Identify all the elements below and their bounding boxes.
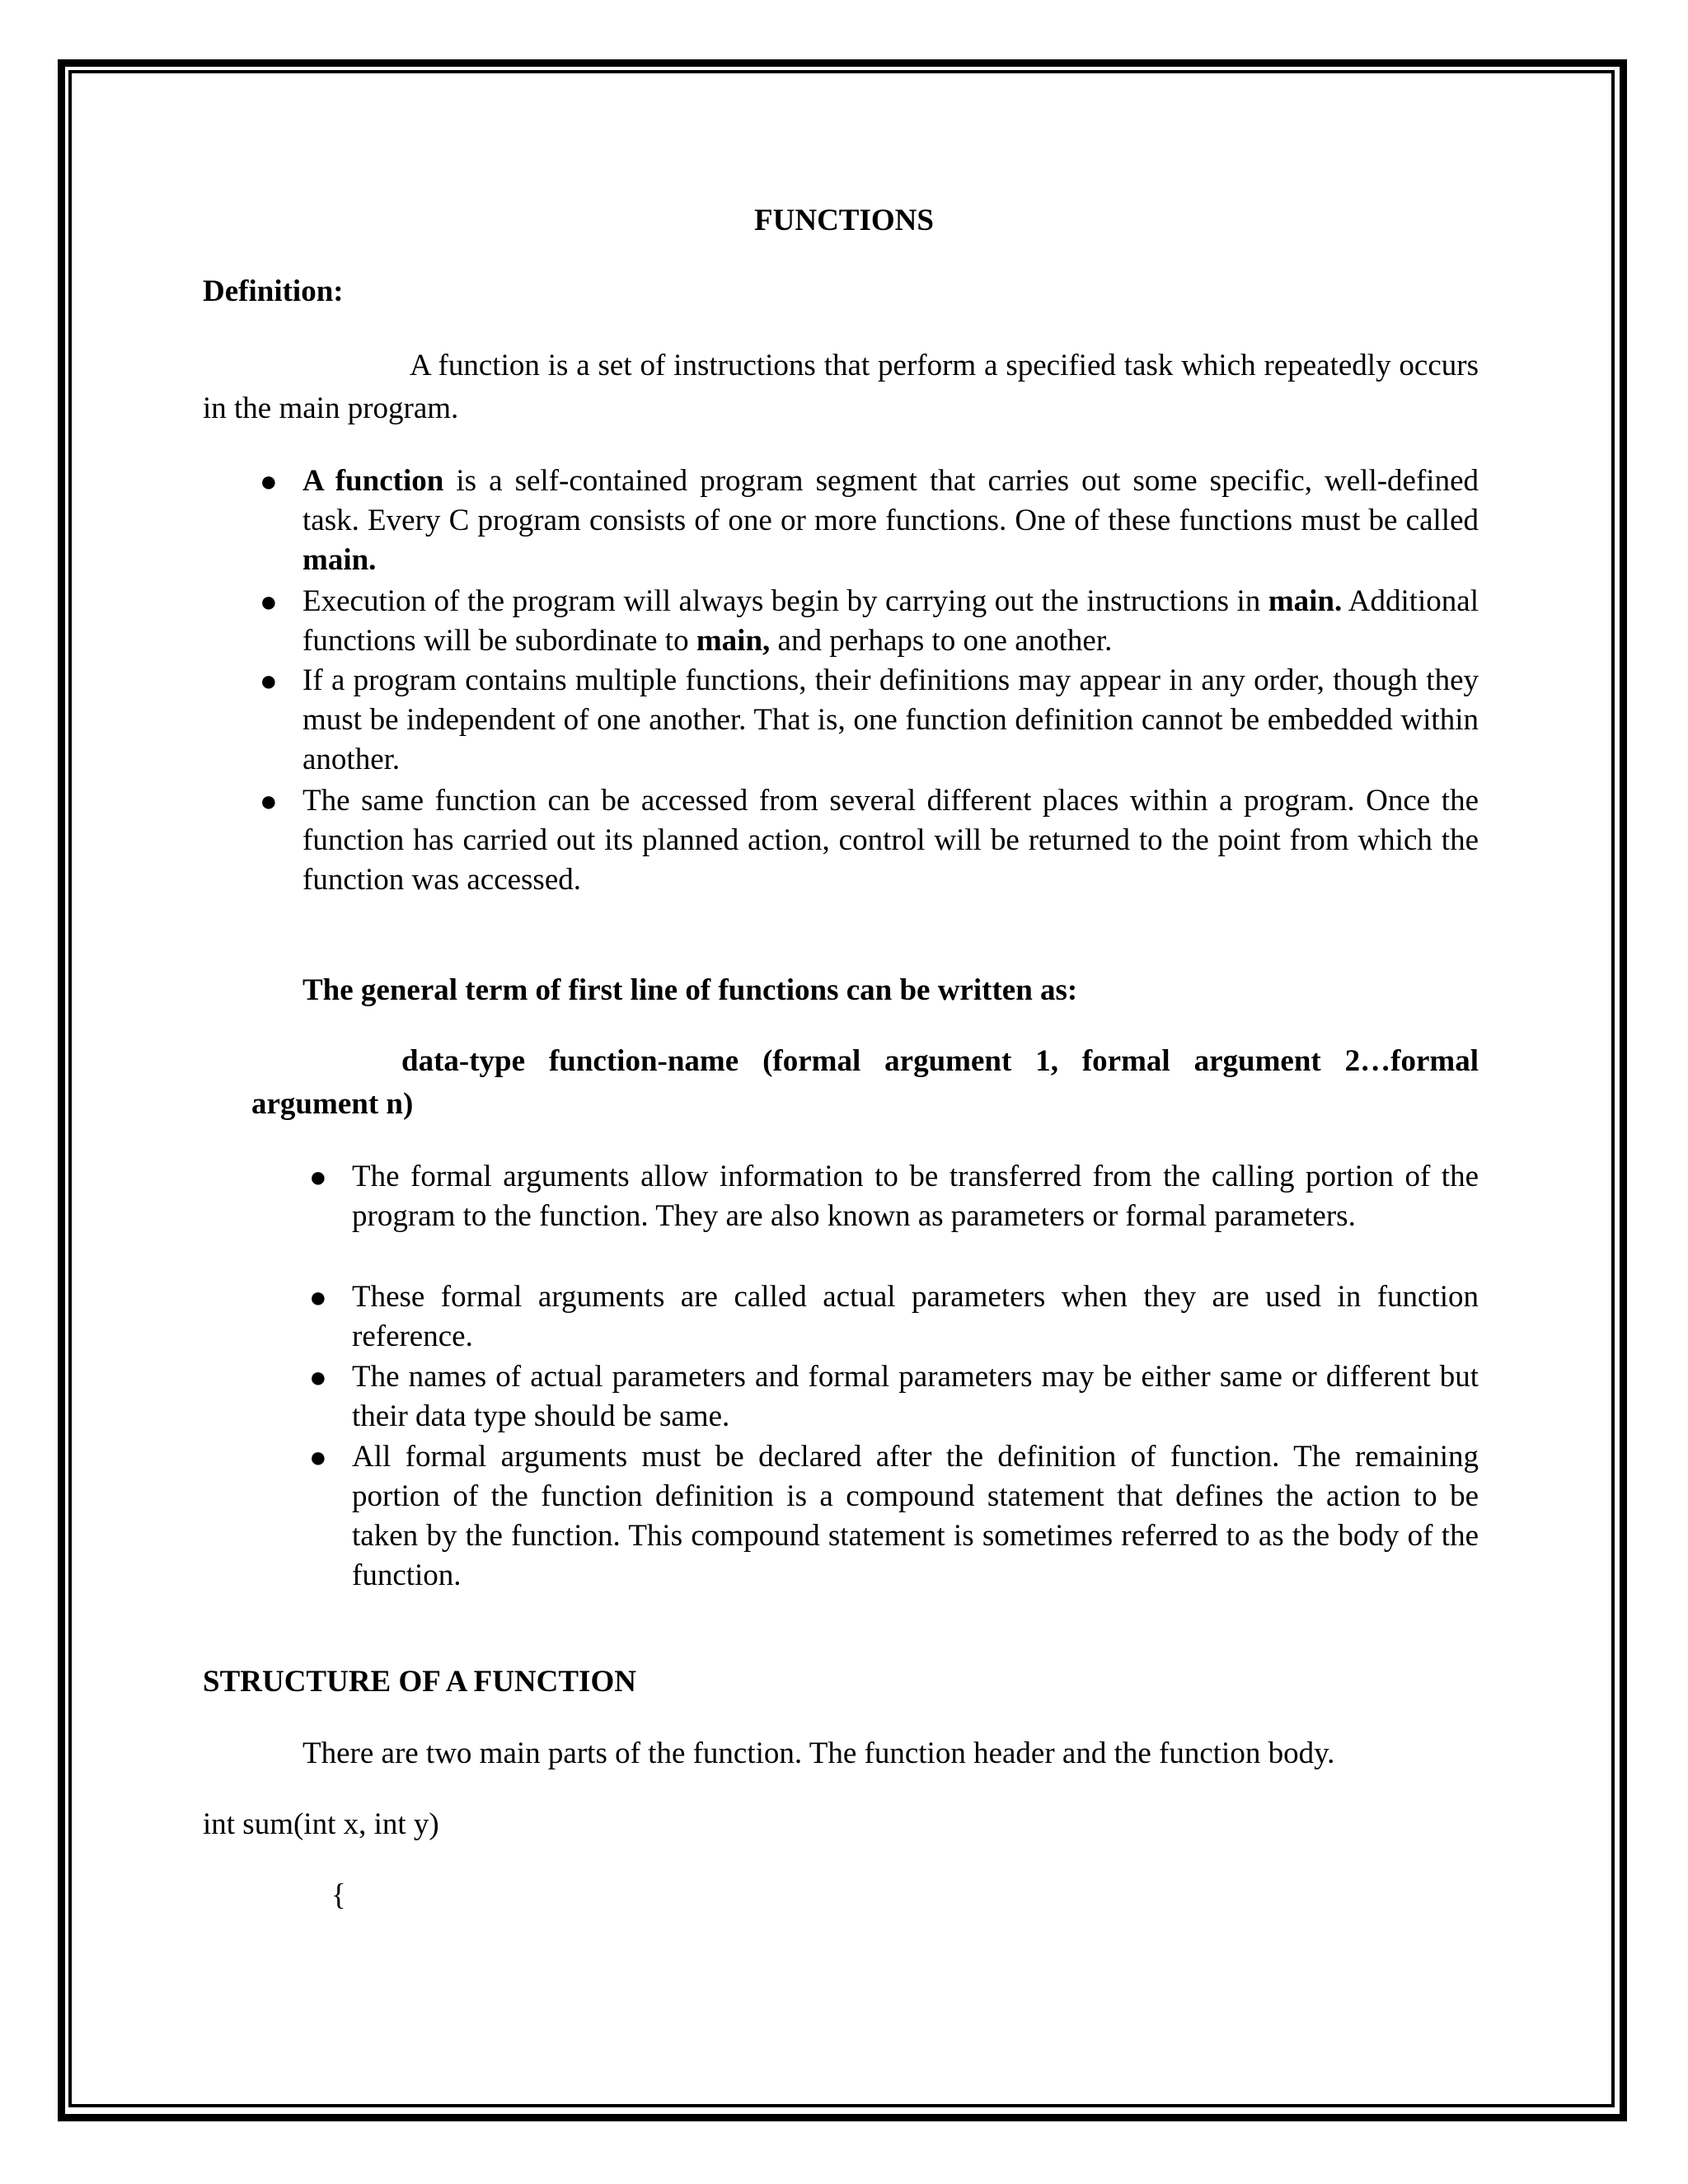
general-term-heading: The general term of first line of functions can be written as: [302, 973, 1078, 1007]
list-item [309, 1157, 1479, 1236]
list-item [309, 1437, 1479, 1596]
bullet-text: All formal arguments must be declared after the definition of function. The remaining portion of the function definition is a compound statement that defines the action to be taken by the function. This compound statement is sometimes referred to as the body of the function. [352, 1440, 1479, 1592]
bullet-icon: ● [260, 785, 278, 818]
bullet-text: These formal arguments are called actual parameters when they are used in function reference. [352, 1280, 1479, 1353]
list-item [260, 582, 1479, 661]
bullet-icon: ● [309, 1441, 327, 1474]
list-item [309, 1357, 1479, 1436]
list-item [260, 661, 1479, 780]
bullet-text: If a program contains multiple functions, their definitions may appear in any order, though they must be independent of one another. That is, one function definition cannot be embedded within another. [302, 663, 1479, 776]
bullet-icon: ● [260, 664, 278, 697]
definition-label: Definition: [203, 274, 344, 308]
code-line-open-brace: { [331, 1878, 346, 1912]
bullet-text: and perhaps to one another. [770, 624, 1113, 658]
bullet-text: The same function can be accessed from several different places within a program. Once the function has carried out its planned action, control will be returned to the point from which the function was accessed. [302, 784, 1479, 897]
syntax-line-1: data-type function-name (formal argument 1, formal argument 2…formal [401, 1044, 1479, 1078]
bullet-text: is a self-contained program segment that carries out some specific, well-defined task. Every C program consists of one or more functions. One of these functions must be called [302, 464, 1479, 537]
bullet-text: Additional functions will be subordinate to [302, 584, 1479, 658]
bullet-bold-main: main, [696, 624, 771, 658]
page-title: FUNCTIONS [754, 204, 934, 237]
bullet-lead-term: A function [302, 464, 444, 498]
bullet-bold-main: main. [302, 543, 377, 577]
bullet-icon: ● [309, 1361, 327, 1394]
list-item [260, 781, 1479, 900]
bullet-bold-main: main. [1268, 584, 1343, 618]
code-line-signature: int sum(int x, int y) [203, 1807, 439, 1841]
bullet-icon: ● [260, 465, 278, 498]
syntax-line-2: argument n) [251, 1087, 414, 1121]
bullet-text: The names of actual parameters and formal parameters may be either same or different but their data type should be same. [352, 1360, 1479, 1433]
bullet-icon: ● [260, 585, 278, 618]
bullet-icon: ● [309, 1281, 327, 1314]
definition-text: A function is a set of instructions that perform a specified task which repeatedly occurs in the main program. [203, 349, 1479, 425]
bullet-icon: ● [309, 1160, 327, 1193]
list-item [309, 1277, 1479, 1357]
structure-heading: STRUCTURE OF A FUNCTION [203, 1665, 636, 1699]
bullet-text: The formal arguments allow information to be transferred from the calling portion of the program to the function. They are also known as parameters or formal parameters. [352, 1160, 1479, 1233]
list-item [260, 462, 1479, 580]
bullet-text: Execution of the program will always begin by carrying out the instructions in [302, 584, 1268, 618]
structure-text: There are two main parts of the function. The function header and the function body. [302, 1736, 1335, 1770]
